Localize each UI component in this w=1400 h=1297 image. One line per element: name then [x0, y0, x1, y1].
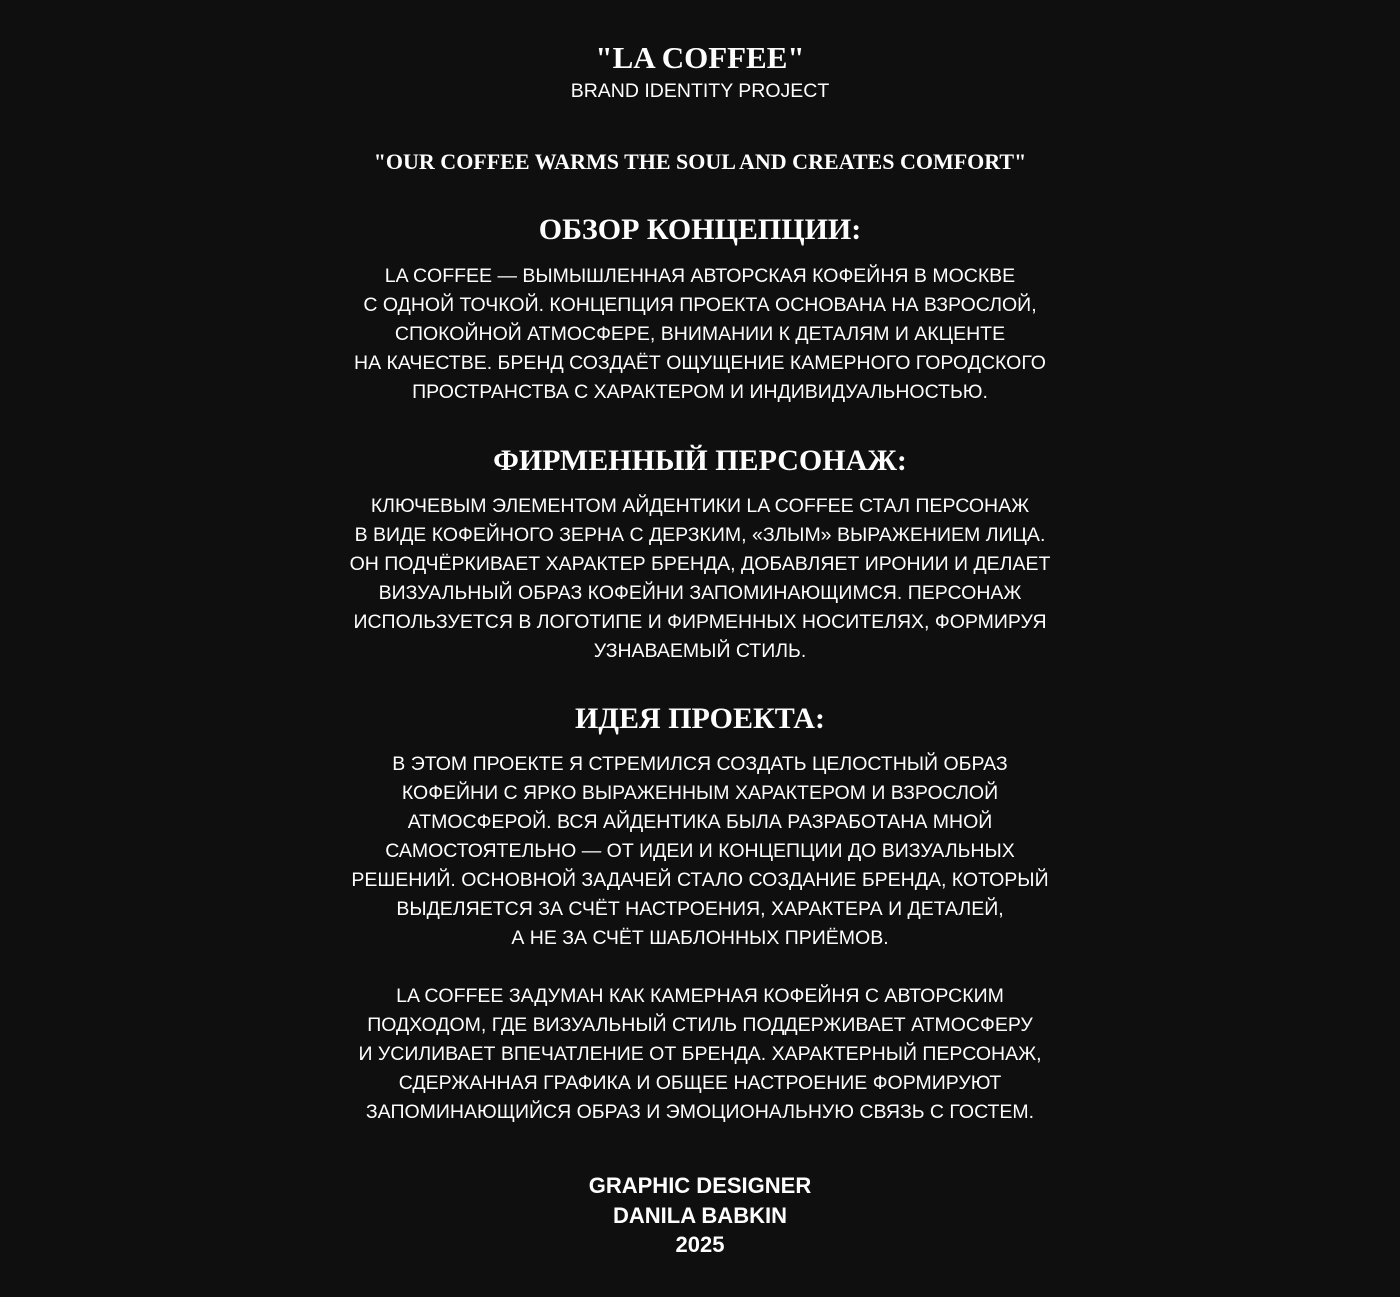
- body-line: LA COFFEE — ВЫМЫШЛЕННАЯ АВТОРСКАЯ КОФЕЙНЯ В МОСКВЕ: [384, 265, 1016, 287]
- credits-year: 2025: [675, 1232, 725, 1257]
- body-line: ПОДХОДОМ, ГДЕ ВИЗУАЛЬНЫЙ СТИЛЬ ПОДДЕРЖИВАЕТ АТМОСФЕРУ: [367, 1014, 1033, 1036]
- section-heading-concept-overview: ОБЗОР КОНЦЕПЦИИ:: [538, 213, 862, 246]
- body-line: LA COFFEE ЗАДУМАН КАК КАМЕРНАЯ КОФЕЙНЯ С АВТОРСКИМ: [396, 985, 1004, 1007]
- body-line: УЗНАВАЕМЫЙ СТИЛЬ.: [593, 640, 807, 662]
- body-line: ИСПОЛЬЗУЕТСЯ В ЛОГОТИПЕ И ФИРМЕННЫХ НОСИТЕЛЯХ, ФОРМИРУЯ: [353, 611, 1047, 633]
- body-line: ОН ПОДЧЁРКИВАЕТ ХАРАКТЕР БРЕНДА, ДОБАВЛЯЕТ ИРОНИИ И ДЕЛАЕТ: [349, 553, 1051, 575]
- body-line: А НЕ ЗА СЧЁТ ШАБЛОННЫХ ПРИЁМОВ.: [511, 927, 889, 949]
- body-line: СПОКОЙНОЙ АТМОСФЕРЕ, ВНИМАНИИ К ДЕТАЛЯМ И АКЦЕНТЕ: [394, 323, 1006, 345]
- project-subtitle: BRAND IDENTITY PROJECT: [570, 80, 830, 102]
- body-line: ВИЗУАЛЬНЫЙ ОБРАЗ КОФЕЙНИ ЗАПОМИНАЮЩИМСЯ. ПЕРСОНАЖ: [378, 582, 1022, 604]
- section-body-concept-overview: [0, 262, 1400, 407]
- body-line: С ОДНОЙ ТОЧКОЙ. КОНЦЕПЦИЯ ПРОЕКТА ОСНОВАНА НА ВЗРОСЛОЙ,: [363, 294, 1037, 316]
- body-line: В ВИДЕ КОФЕЙНОГО ЗЕРНА С ДЕРЗКИМ, «ЗЛЫМ» ВЫРАЖЕНИЕМ ЛИЦА.: [354, 524, 1046, 546]
- brand-slogan: "OUR COFFEE WARMS THE SOUL AND CREATES COMFORT": [373, 149, 1027, 174]
- credits-role: GRAPHIC DESIGNER: [588, 1173, 812, 1198]
- body-line: РЕШЕНИЙ. ОСНОВНОЙ ЗАДАЧЕЙ СТАЛО СОЗДАНИЕ БРЕНДА, КОТОРЫЙ: [351, 869, 1049, 891]
- section-heading-project-idea: ИДЕЯ ПРОЕКТА:: [575, 702, 825, 735]
- body-line: И УСИЛИВАЕТ ВПЕЧАТЛЕНИЕ ОТ БРЕНДА. ХАРАКТЕРНЫЙ ПЕРСОНАЖ,: [358, 1043, 1042, 1065]
- body-line: САМОСТОЯТЕЛЬНО — ОТ ИДЕИ И КОНЦЕПЦИИ ДО ВИЗУАЛЬНЫХ: [385, 840, 1015, 862]
- section-heading-brand-character: ФИРМЕННЫЙ ПЕРСОНАЖ:: [493, 444, 907, 477]
- credits: [0, 1171, 1400, 1260]
- project-title: "LA COFFEE": [595, 40, 805, 75]
- body-line: В ЭТОМ ПРОЕКТЕ Я СТРЕМИЛСЯ СОЗДАТЬ ЦЕЛОСТНЫЙ ОБРАЗ: [392, 753, 1008, 775]
- section-body-project-idea-continued: [0, 982, 1400, 1127]
- body-line: КОФЕЙНИ С ЯРКО ВЫРАЖЕННЫМ ХАРАКТЕРОМ И ВЗРОСЛОЙ: [401, 782, 999, 804]
- body-line: ВЫДЕЛЯЕТСЯ ЗА СЧЁТ НАСТРОЕНИЯ, ХАРАКТЕРА И ДЕТАЛЕЙ,: [396, 898, 1004, 920]
- body-line: ПРОСТРАНСТВА С ХАРАКТЕРОМ И ИНДИВИДУАЛЬНОСТЬЮ.: [412, 381, 988, 403]
- body-line: СДЕРЖАННАЯ ГРАФИКА И ОБЩЕЕ НАСТРОЕНИЕ ФОРМИРУЮТ: [398, 1072, 1002, 1094]
- section-body-project-idea: [0, 750, 1400, 953]
- body-line: АТМОСФЕРОЙ. ВСЯ АЙДЕНТИКА БЫЛА РАЗРАБОТАНА МНОЙ: [407, 811, 993, 833]
- body-line: НА КАЧЕСТВЕ. БРЕНД СОЗДАЁТ ОЩУЩЕНИЕ КАМЕРНОГО ГОРОДСКОГО: [354, 352, 1046, 374]
- section-body-brand-character: [0, 492, 1400, 666]
- credits-name: DANILA BABKIN: [613, 1202, 787, 1228]
- body-line: КЛЮЧЕВЫМ ЭЛЕМЕНТОМ АЙДЕНТИКИ LA COFFEE СТАЛ ПЕРСОНАЖ: [370, 495, 1030, 517]
- body-line: ЗАПОМИНАЮЩИЙСЯ ОБРАЗ И ЭМОЦИОНАЛЬНУЮ СВЯЗЬ С ГОСТЕМ.: [365, 1101, 1035, 1123]
